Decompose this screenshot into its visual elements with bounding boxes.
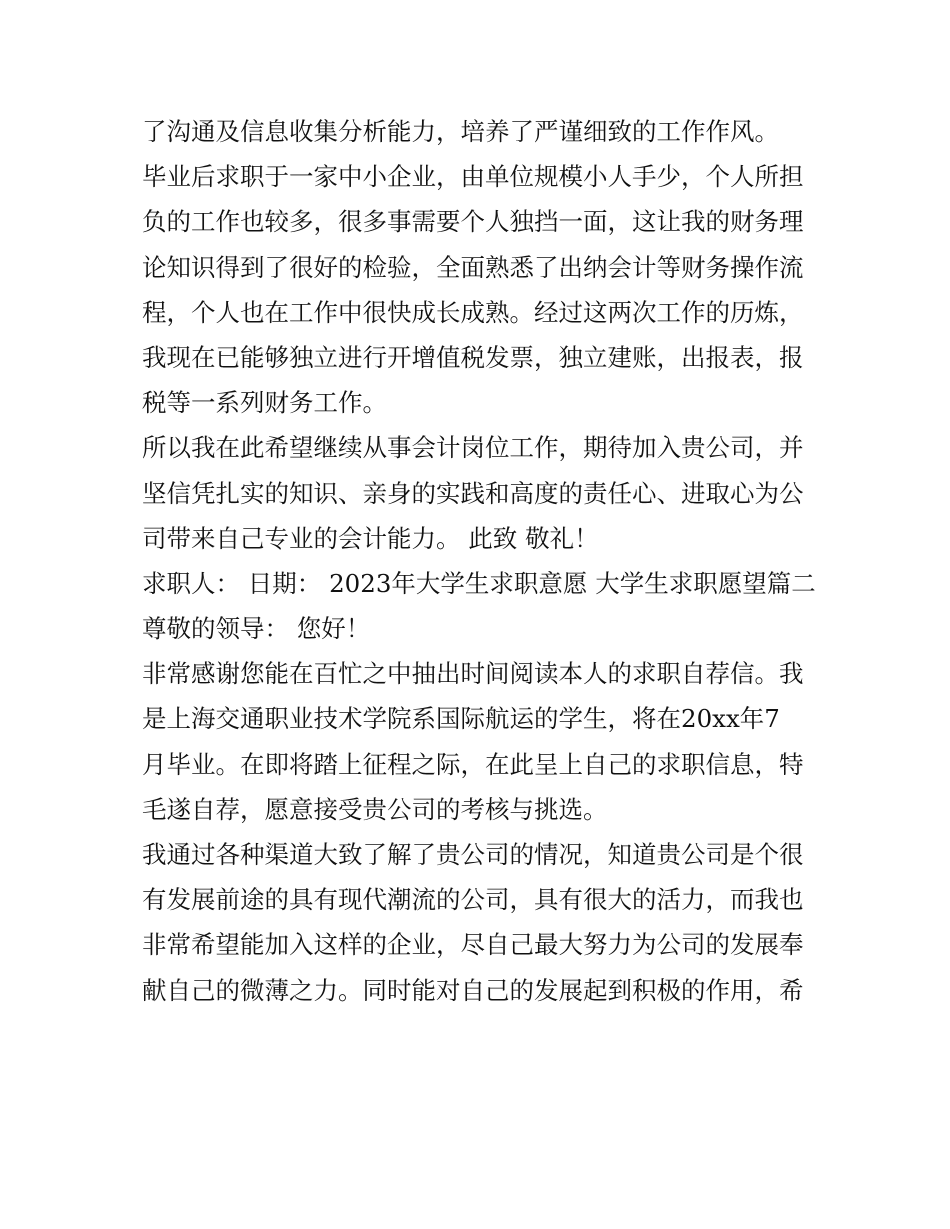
text-line: 非常希望能加入这样的企业，尽自己最大努力为公司的发展奉	[142, 930, 804, 960]
text-line: 我现在已能够独立进行开增值税发票，独立建账，出报表，报	[142, 342, 804, 372]
text-line: 程，个人也在工作中很快成长成熟。经过这两次工作的历炼，	[142, 297, 804, 327]
text-line: 所以我在此希望继续从事会计岗位工作，期待加入贵公司，并	[142, 433, 804, 463]
text-line: 非常感谢您能在百忙之中抽出时间阅读本人的求职自荐信。我	[142, 659, 804, 689]
text-line: 坚信凭扎实的知识、亲身的实践和高度的责任心、进取心为公	[142, 478, 804, 508]
text-line: 毕业后求职于一家中小企业，由单位规模小人手少，个人所担	[142, 162, 804, 192]
text-line: 税等一系列财务工作。	[142, 388, 387, 418]
document-body	[142, 109, 817, 1013]
text-line: 求职人： 日期： 2023年大学生求职意愿 大学生求职愿望篇二	[142, 568, 816, 598]
text-line: 司带来自己专业的会计能力。 此致 敬礼！	[142, 523, 599, 553]
text-line: 有发展前途的具有现代潮流的公司，具有很大的活力，而我也	[142, 885, 804, 915]
text-line: 我通过各种渠道大致了解了贵公司的情况，知道贵公司是个很	[142, 840, 804, 869]
text-line: 负的工作也较多，很多事需要个人独挡一面，这让我的财务理	[142, 207, 804, 237]
text-line: 了沟通及信息收集分析能力，培养了严谨细致的工作作风。	[142, 117, 779, 146]
text-line: 是上海交通职业技术学院系国际航运的学生，将在20xx年7	[142, 704, 780, 734]
text-line: 月毕业。在即将踏上征程之际，在此呈上自己的求职信息，特	[142, 749, 804, 779]
text-line: 献自己的微薄之力。同时能对自己的发展起到积极的作用，希	[142, 975, 804, 1005]
text-line: 尊敬的领导： 您好！	[142, 614, 371, 644]
text-line: 毛遂自荐，愿意接受贵公司的考核与挑选。	[142, 794, 608, 824]
text-line: 论知识得到了很好的检验，全面熟悉了出纳会计等财务操作流	[142, 252, 804, 282]
